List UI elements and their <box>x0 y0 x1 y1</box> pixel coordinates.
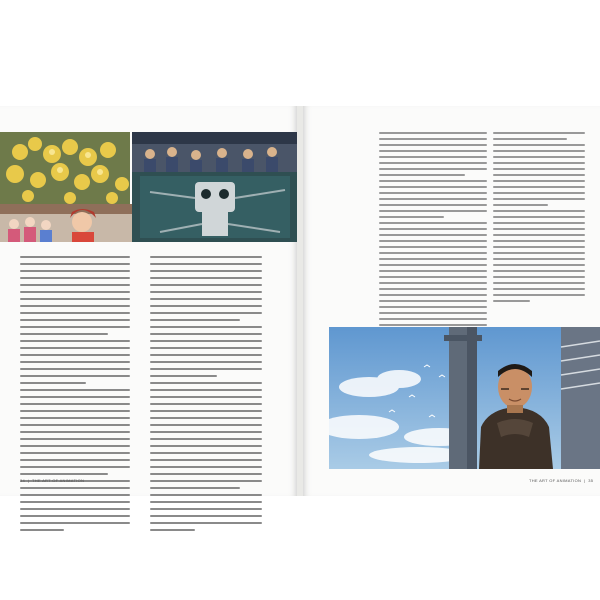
left-page <box>0 106 297 496</box>
man-on-tower-illustration <box>329 327 600 469</box>
right-main-illustration <box>329 327 600 469</box>
left-text-column-1 <box>20 256 130 536</box>
left-top-collage <box>0 132 297 242</box>
right-page <box>303 106 600 496</box>
right-folio: THE ART OF ANIMATION | 35 <box>529 478 594 483</box>
left-running-head: THE ART OF ANIMATION <box>31 478 85 483</box>
right-running-head: THE ART OF ANIMATION <box>529 478 582 483</box>
left-text-column-2 <box>150 256 262 536</box>
left-folio: 34 | THE ART OF ANIMATION <box>20 478 85 483</box>
right-page-number: 35 <box>588 478 594 483</box>
collage-illustration <box>0 132 297 242</box>
right-notes-column-1 <box>379 132 487 336</box>
right-notes-column-2 <box>493 132 585 306</box>
left-page-number: 34 <box>20 478 26 483</box>
